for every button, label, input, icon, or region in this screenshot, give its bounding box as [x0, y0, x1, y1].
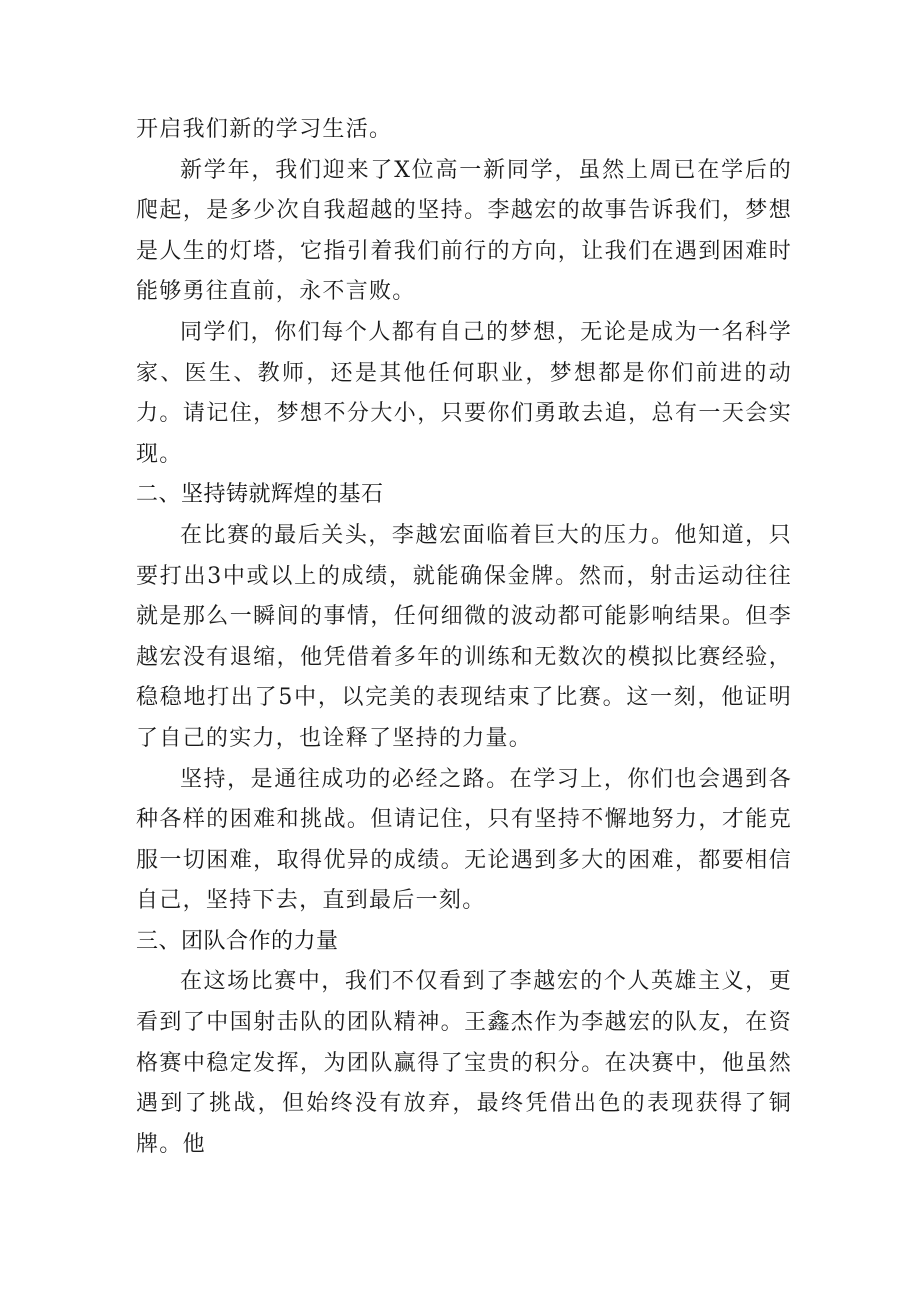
paragraph-final-moment: 在比赛的最后关头，李越宏面临着巨大的压力。他知道，只要打出3中或以上的成绩，就能确保金牌。然而，射击运动往往就是那么一瞬间的事情，任何细微的波动都可能影响结果。但李越宏没有退缩，他凭借着多年的训练和无数次的模拟比赛经验，稳稳地打出了5中，以完美的表现结束了比赛。这一刻，他证明了自己的实力，也诠释了坚持的力量。 — [136, 522, 792, 751]
section-heading-teamwork: 三、团队合作的力量 — [136, 928, 339, 954]
document-body — [136, 110, 792, 1165]
section-heading-persistence: 二、坚持铸就辉煌的基石 — [136, 482, 384, 508]
paragraph-persistence: 坚持，是通往成功的必经之路。在学习上，你们也会遇到各种各样的困难和挑战。但请记住，只有坚持不懈地努力，才能克服一切困难，取得优异的成绩。无论遇到多大的困难，都要相信自己，坚持下去，直到最后一刻。 — [136, 766, 792, 914]
paragraph-team-spirit: 在这场比赛中，我们不仅看到了李越宏的个人英雄主义，更看到了中国射击队的团队精神。王鑫杰作为李越宏的队友，在资格赛中稳定发挥，为团队赢得了宝贵的积分。在决赛中，他虽然遇到了挑战，但始终没有放弃，最终凭借出色的表现获得了铜牌。他 — [136, 969, 792, 1157]
paragraph-new-semester: 新学年，我们迎来了X位高一新同学，虽然上周已在学后的爬起，是多少次自我超越的坚持。李越宏的故事告诉我们，梦想是人生的灯塔，它指引着我们前行的方向，让我们在遇到困难时能够勇往直前，永不言败。 — [136, 157, 792, 305]
paragraph-continuation: 开启我们新的学习生活。 — [136, 117, 393, 142]
paragraph-dreams: 同学们，你们每个人都有自己的梦想，无论是成为一名科学家、医生、教师，还是其他任何职业，梦想都是你们前进的动力。请记住，梦想不分大小，只要你们勇敢去追，总有一天会实现。 — [136, 319, 792, 467]
